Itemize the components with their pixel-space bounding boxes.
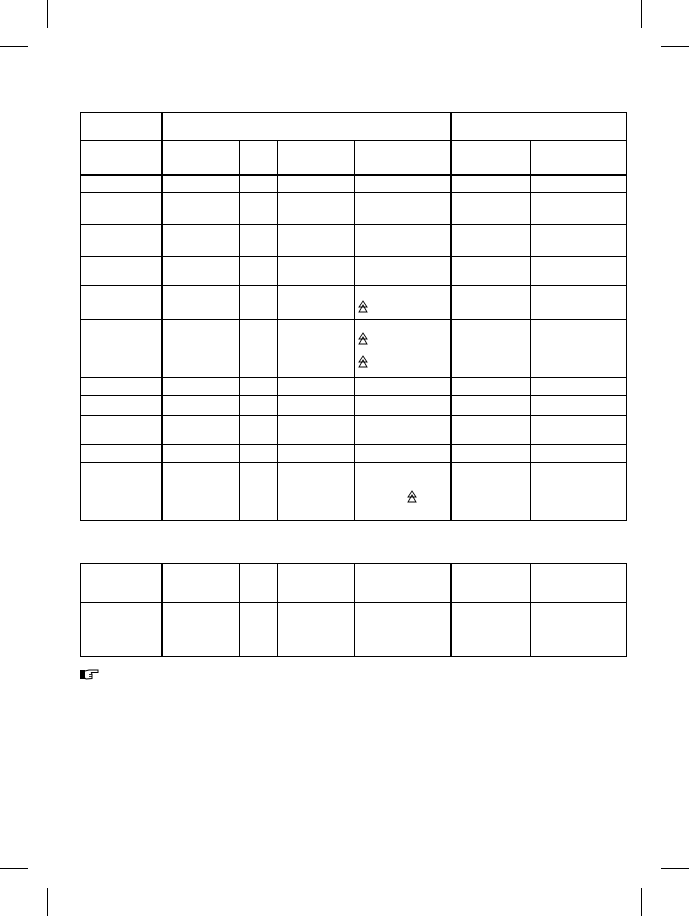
double-triangle-icon (406, 490, 418, 504)
column-divider (530, 140, 531, 520)
crop-mark-top-right-v (641, 0, 642, 28)
column-divider (354, 140, 355, 520)
double-triangle-icon (357, 355, 369, 369)
crop-mark-top-left-v (47, 0, 48, 28)
column-divider (277, 140, 278, 520)
crop-mark-bottom-left-h (0, 868, 28, 869)
column-divider (161, 564, 163, 656)
crop-mark-top-right-h (661, 46, 689, 47)
crop-mark-bottom-right-h (661, 868, 689, 869)
column-divider (239, 140, 240, 520)
crop-mark-bottom-right-v (641, 888, 642, 916)
column-divider (354, 564, 355, 656)
secondary-table (80, 563, 627, 657)
column-divider (450, 564, 452, 656)
column-divider (277, 564, 278, 656)
column-divider (239, 564, 240, 656)
main-table (80, 112, 627, 521)
column-divider (161, 113, 163, 520)
column-divider (450, 113, 452, 520)
crop-mark-bottom-left-v (47, 888, 48, 916)
double-triangle-icon (357, 300, 369, 314)
double-triangle-icon (357, 332, 369, 346)
crop-mark-top-left-h (0, 46, 28, 47)
pointing-hand-icon (80, 667, 100, 678)
column-divider (530, 564, 531, 656)
